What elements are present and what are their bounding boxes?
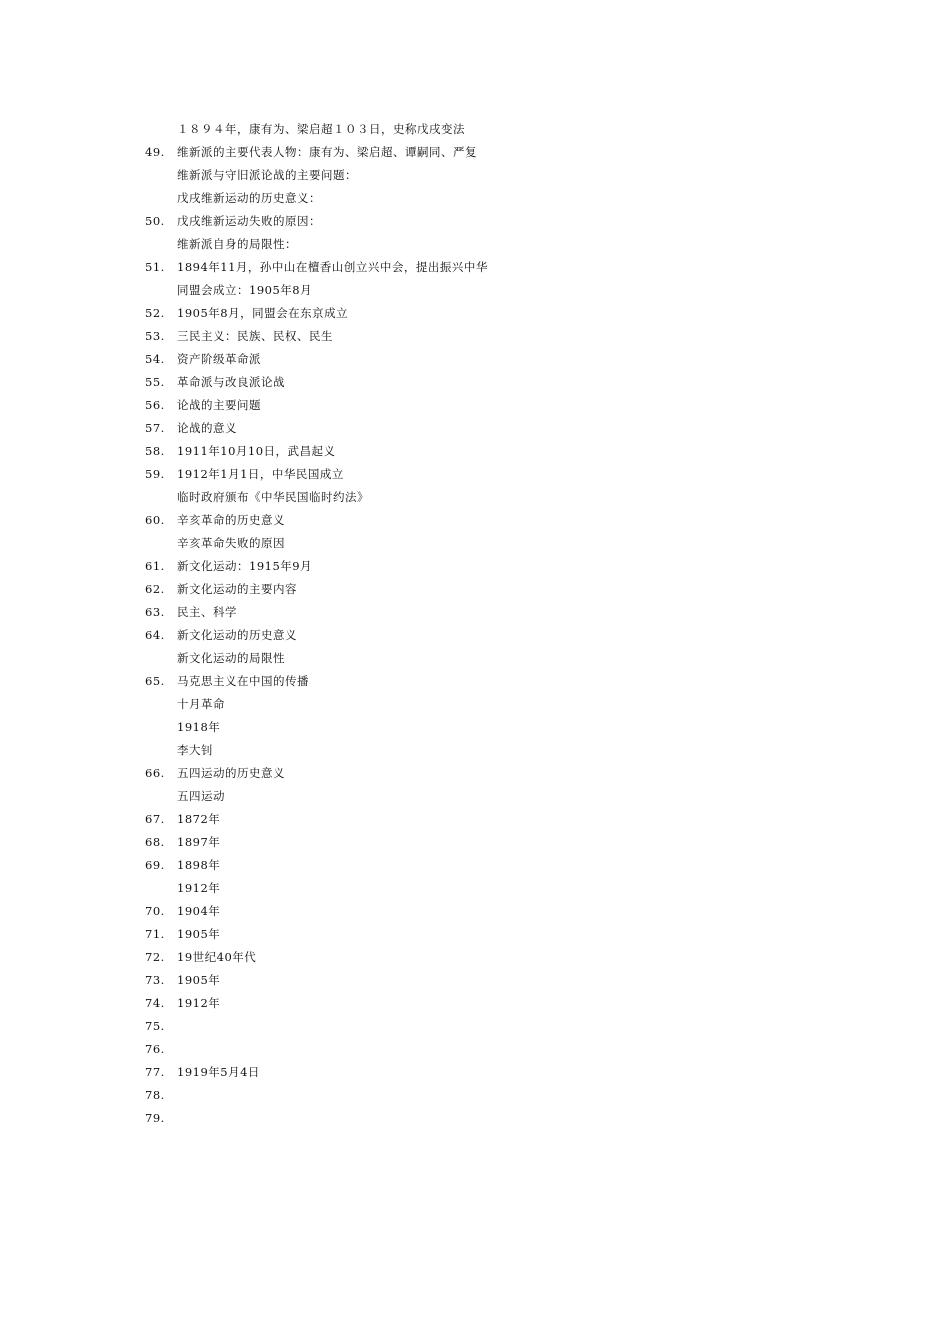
question-line [145,394,810,417]
question-line [145,164,810,187]
question-number [145,118,177,141]
question-line [145,900,810,923]
question-text: 1897年 [177,835,221,849]
question-text: 1912年 [177,996,221,1010]
question-text: 戊戌维新运动的历史意义： [177,191,321,205]
question-number: 64. [145,628,165,642]
question-text: 论战的意义 [177,421,237,435]
question-line [145,785,810,808]
question-line [145,325,810,348]
question-number: 54. [145,352,165,366]
question-text: 1918年 [177,720,221,734]
question-text: 五四运动 [177,789,225,803]
question-line [145,1038,810,1061]
question-line [145,233,810,256]
question-text: 1905年 [177,973,221,987]
question-line [145,624,810,647]
question-line [145,1107,810,1130]
question-line [145,440,810,463]
question-number: 72. [145,950,165,964]
question-number: 78. [145,1088,165,1102]
question-line [145,946,810,969]
question-number [145,716,177,739]
question-number [145,486,177,509]
question-line [145,463,810,486]
question-text: 1919年5月4日 [177,1065,260,1079]
question-number: 63. [145,605,165,619]
question-number: 51. [145,260,165,274]
question-number: 75. [145,1019,165,1033]
question-line [145,210,810,233]
question-line [145,923,810,946]
question-line [145,187,810,210]
question-text: 1911年10月10日，武昌起义 [177,444,336,458]
question-number [145,785,177,808]
question-text: 辛亥革命失败的原因 [177,536,285,550]
question-number [145,532,177,555]
question-number [145,647,177,670]
question-text: 1905年8月，同盟会在东京成立 [177,306,349,320]
question-line [145,762,810,785]
question-number [145,233,177,256]
question-line [145,555,810,578]
question-text: 临时政府颁布《中华民国临时约法》 [177,490,369,504]
question-line [145,808,810,831]
question-number [145,187,177,210]
question-line [145,831,810,854]
question-number: 61. [145,559,165,573]
question-line [145,256,810,279]
question-text: 维新派的主要代表人物：康有为、梁启超、谭嗣同、严复 [177,145,477,159]
question-number: 77. [145,1065,165,1079]
question-number: 65. [145,674,165,688]
question-number: 74. [145,996,165,1010]
question-line [145,969,810,992]
question-text: 1905年 [177,927,221,941]
question-line [145,739,810,762]
question-number: 58. [145,444,165,458]
question-line [145,302,810,325]
question-text: 1894年11月，孙中山在檀香山创立兴中会，提出振兴中华 [177,260,488,274]
question-line [145,1084,810,1107]
question-text: 同盟会成立：1905年8月 [177,283,313,297]
question-number: 56. [145,398,165,412]
question-text: 民主、科学 [177,605,237,619]
question-text: 1904年 [177,904,221,918]
question-text: 1912年1月1日，中华民国成立 [177,467,344,481]
question-text: 维新派与守旧派论战的主要问题： [177,168,357,182]
question-line [145,417,810,440]
question-line [145,509,810,532]
question-line [145,670,810,693]
question-number: 59. [145,467,165,481]
question-line [145,486,810,509]
question-number: 50. [145,214,165,228]
question-number [145,164,177,187]
question-number: 66. [145,766,165,780]
question-text: 19世纪40年代 [177,950,257,964]
question-number: 67. [145,812,165,826]
question-text [177,1107,810,1130]
question-text: 新文化运动：1915年9月 [177,559,313,573]
question-number: 69. [145,858,165,872]
question-text: 资产阶级革命派 [177,352,261,366]
question-text: 1912年 [177,881,221,895]
question-number: 70. [145,904,165,918]
question-number: 73. [145,973,165,987]
question-text: 革命派与改良派论战 [177,375,285,389]
question-text [177,1084,810,1107]
question-number [145,693,177,716]
question-number: 79. [145,1111,165,1125]
question-text: 李大钊 [177,743,213,757]
question-text: 五四运动的历史意义 [177,766,285,780]
question-text [177,1038,810,1061]
question-number: 57. [145,421,165,435]
question-number: 55. [145,375,165,389]
question-text: 新文化运动的局限性 [177,651,285,665]
question-number [145,739,177,762]
question-line [145,1061,810,1084]
question-text [177,1015,810,1038]
question-line [145,716,810,739]
question-number: 49. [145,145,165,159]
question-number [145,279,177,302]
question-line [145,1015,810,1038]
question-text: 1898年 [177,858,221,872]
question-line [145,118,810,141]
question-number: 60. [145,513,165,527]
question-text: 戊戌维新运动失败的原因： [177,214,321,228]
question-text: １８９４年，康有为、梁启超１０３日，史称戊戌变法 [177,122,465,136]
question-line [145,578,810,601]
question-line [145,693,810,716]
question-line [145,348,810,371]
question-line [145,279,810,302]
question-text: 三民主义：民族、民权、民生 [177,329,333,343]
question-text: 新文化运动的历史意义 [177,628,297,642]
question-line [145,854,810,877]
question-line [145,371,810,394]
question-text: 新文化运动的主要内容 [177,582,297,596]
question-number: 53. [145,329,165,343]
question-text: 1872年 [177,812,221,826]
question-line [145,647,810,670]
question-text: 论战的主要问题 [177,398,261,412]
question-list [145,118,810,1130]
question-line [145,141,810,164]
question-number [145,877,177,900]
question-number: 62. [145,582,165,596]
question-line [145,877,810,900]
question-text: 辛亥革命的历史意义 [177,513,285,527]
question-number: 52. [145,306,165,320]
question-text: 马克思主义在中国的传播 [177,674,309,688]
question-line [145,992,810,1015]
question-number: 76. [145,1042,165,1056]
question-text: 维新派自身的局限性： [177,237,297,251]
question-number: 71. [145,927,165,941]
question-text: 十月革命 [177,697,225,711]
question-line [145,601,810,624]
question-number: 68. [145,835,165,849]
question-line [145,532,810,555]
